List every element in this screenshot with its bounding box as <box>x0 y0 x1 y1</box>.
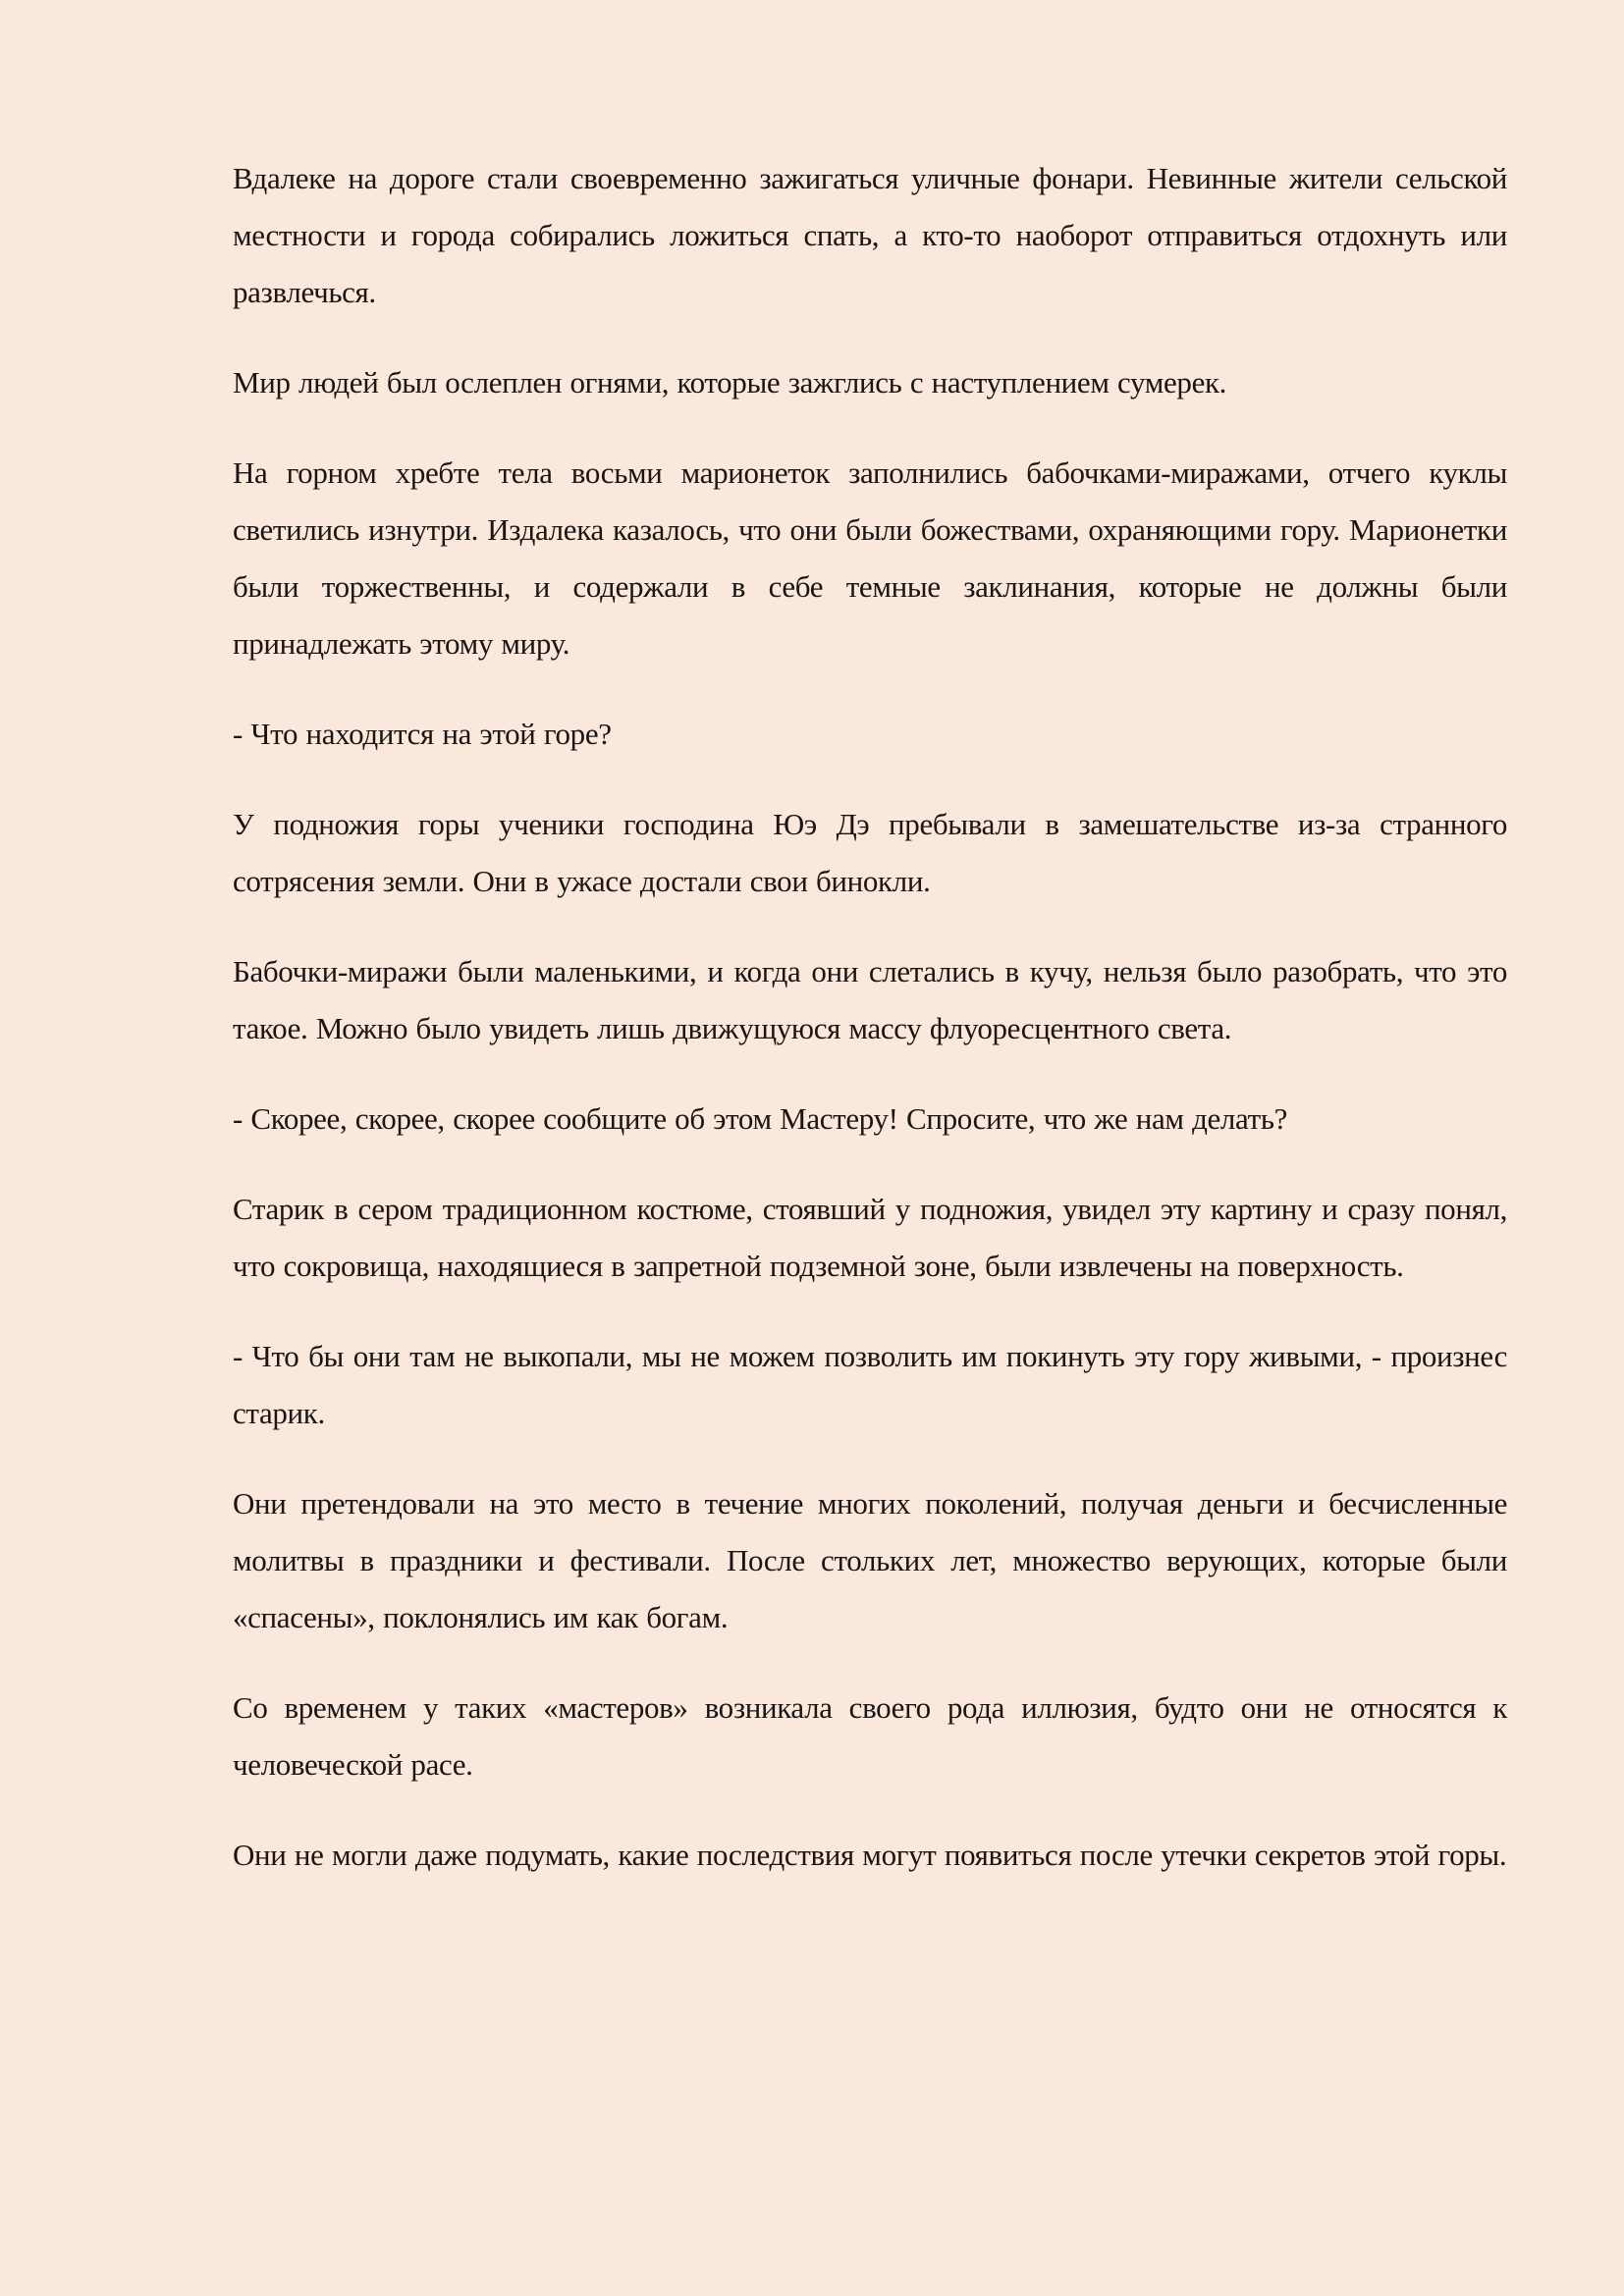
paragraph-12: Они не могли даже подумать, какие последствия могут появиться после утечки секретов этой горы. <box>233 1838 1507 1872</box>
paragraph-4-dialogue: - Что находится на этой горе? <box>233 717 612 751</box>
paragraph-10: Они претендовали на это место в течение многих поколений, получая деньги и бесчисленные молитвы в праздники и фестивали. После стольких лет, множество верующих, которые были «спасены», поклонялись им как богам. <box>233 1486 1507 1634</box>
document-page <box>233 150 1507 1917</box>
paragraph-6: Бабочки-миражи были маленькими, и когда они слетались в кучу, нельзя было разобрать, что это такое. Можно было увидеть лишь движущуюся массу флуоресцентного света. <box>233 954 1507 1045</box>
paragraph-2: Мир людей был ослеплен огнями, которые зажглись с наступлением сумерек. <box>233 365 1227 400</box>
paragraph-3: На горном хребте тела восьми марионеток заполнились бабочками-миражами, отчего куклы светились изнутри. Издалека казалось, что они были божествами, охраняющими гору. Марионетки были торжественны, и содержали в себе темные заклинания, которые не должны были принадлежать этому миру. <box>233 455 1507 661</box>
paragraph-8: Старик в сером традиционном костюме, стоявший у подножия, увидел эту картину и сразу понял, что сокровища, находящиеся в запретной подземной зоне, были извлечены на поверхность. <box>233 1192 1507 1283</box>
paragraph-5: У подножия горы ученики господина Юэ Дэ пребывали в замешательстве из-за странного сотрясения земли. Они в ужасе достали свои бинокли. <box>233 807 1507 898</box>
paragraph-7-dialogue: - Скорее, скорее, скорее сообщите об этом Мастеру! Спросите, что же нам делать? <box>233 1101 1288 1136</box>
paragraph-1: Вдалеке на дороге стали своевременно зажигаться уличные фонари. Невинные жители сельской местности и города собирались ложиться спать, а кто-то наоборот отправиться отдохнуть или развлечься. <box>233 161 1507 309</box>
paragraph-11: Со временем у таких «мастеров» возникала своего рода иллюзия, будто они не относятся к человеческой расе. <box>233 1690 1507 1782</box>
paragraph-9-dialogue: - Что бы они там не выкопали, мы не можем позволить им покинуть эту гору живыми, - произнес старик. <box>233 1339 1507 1430</box>
